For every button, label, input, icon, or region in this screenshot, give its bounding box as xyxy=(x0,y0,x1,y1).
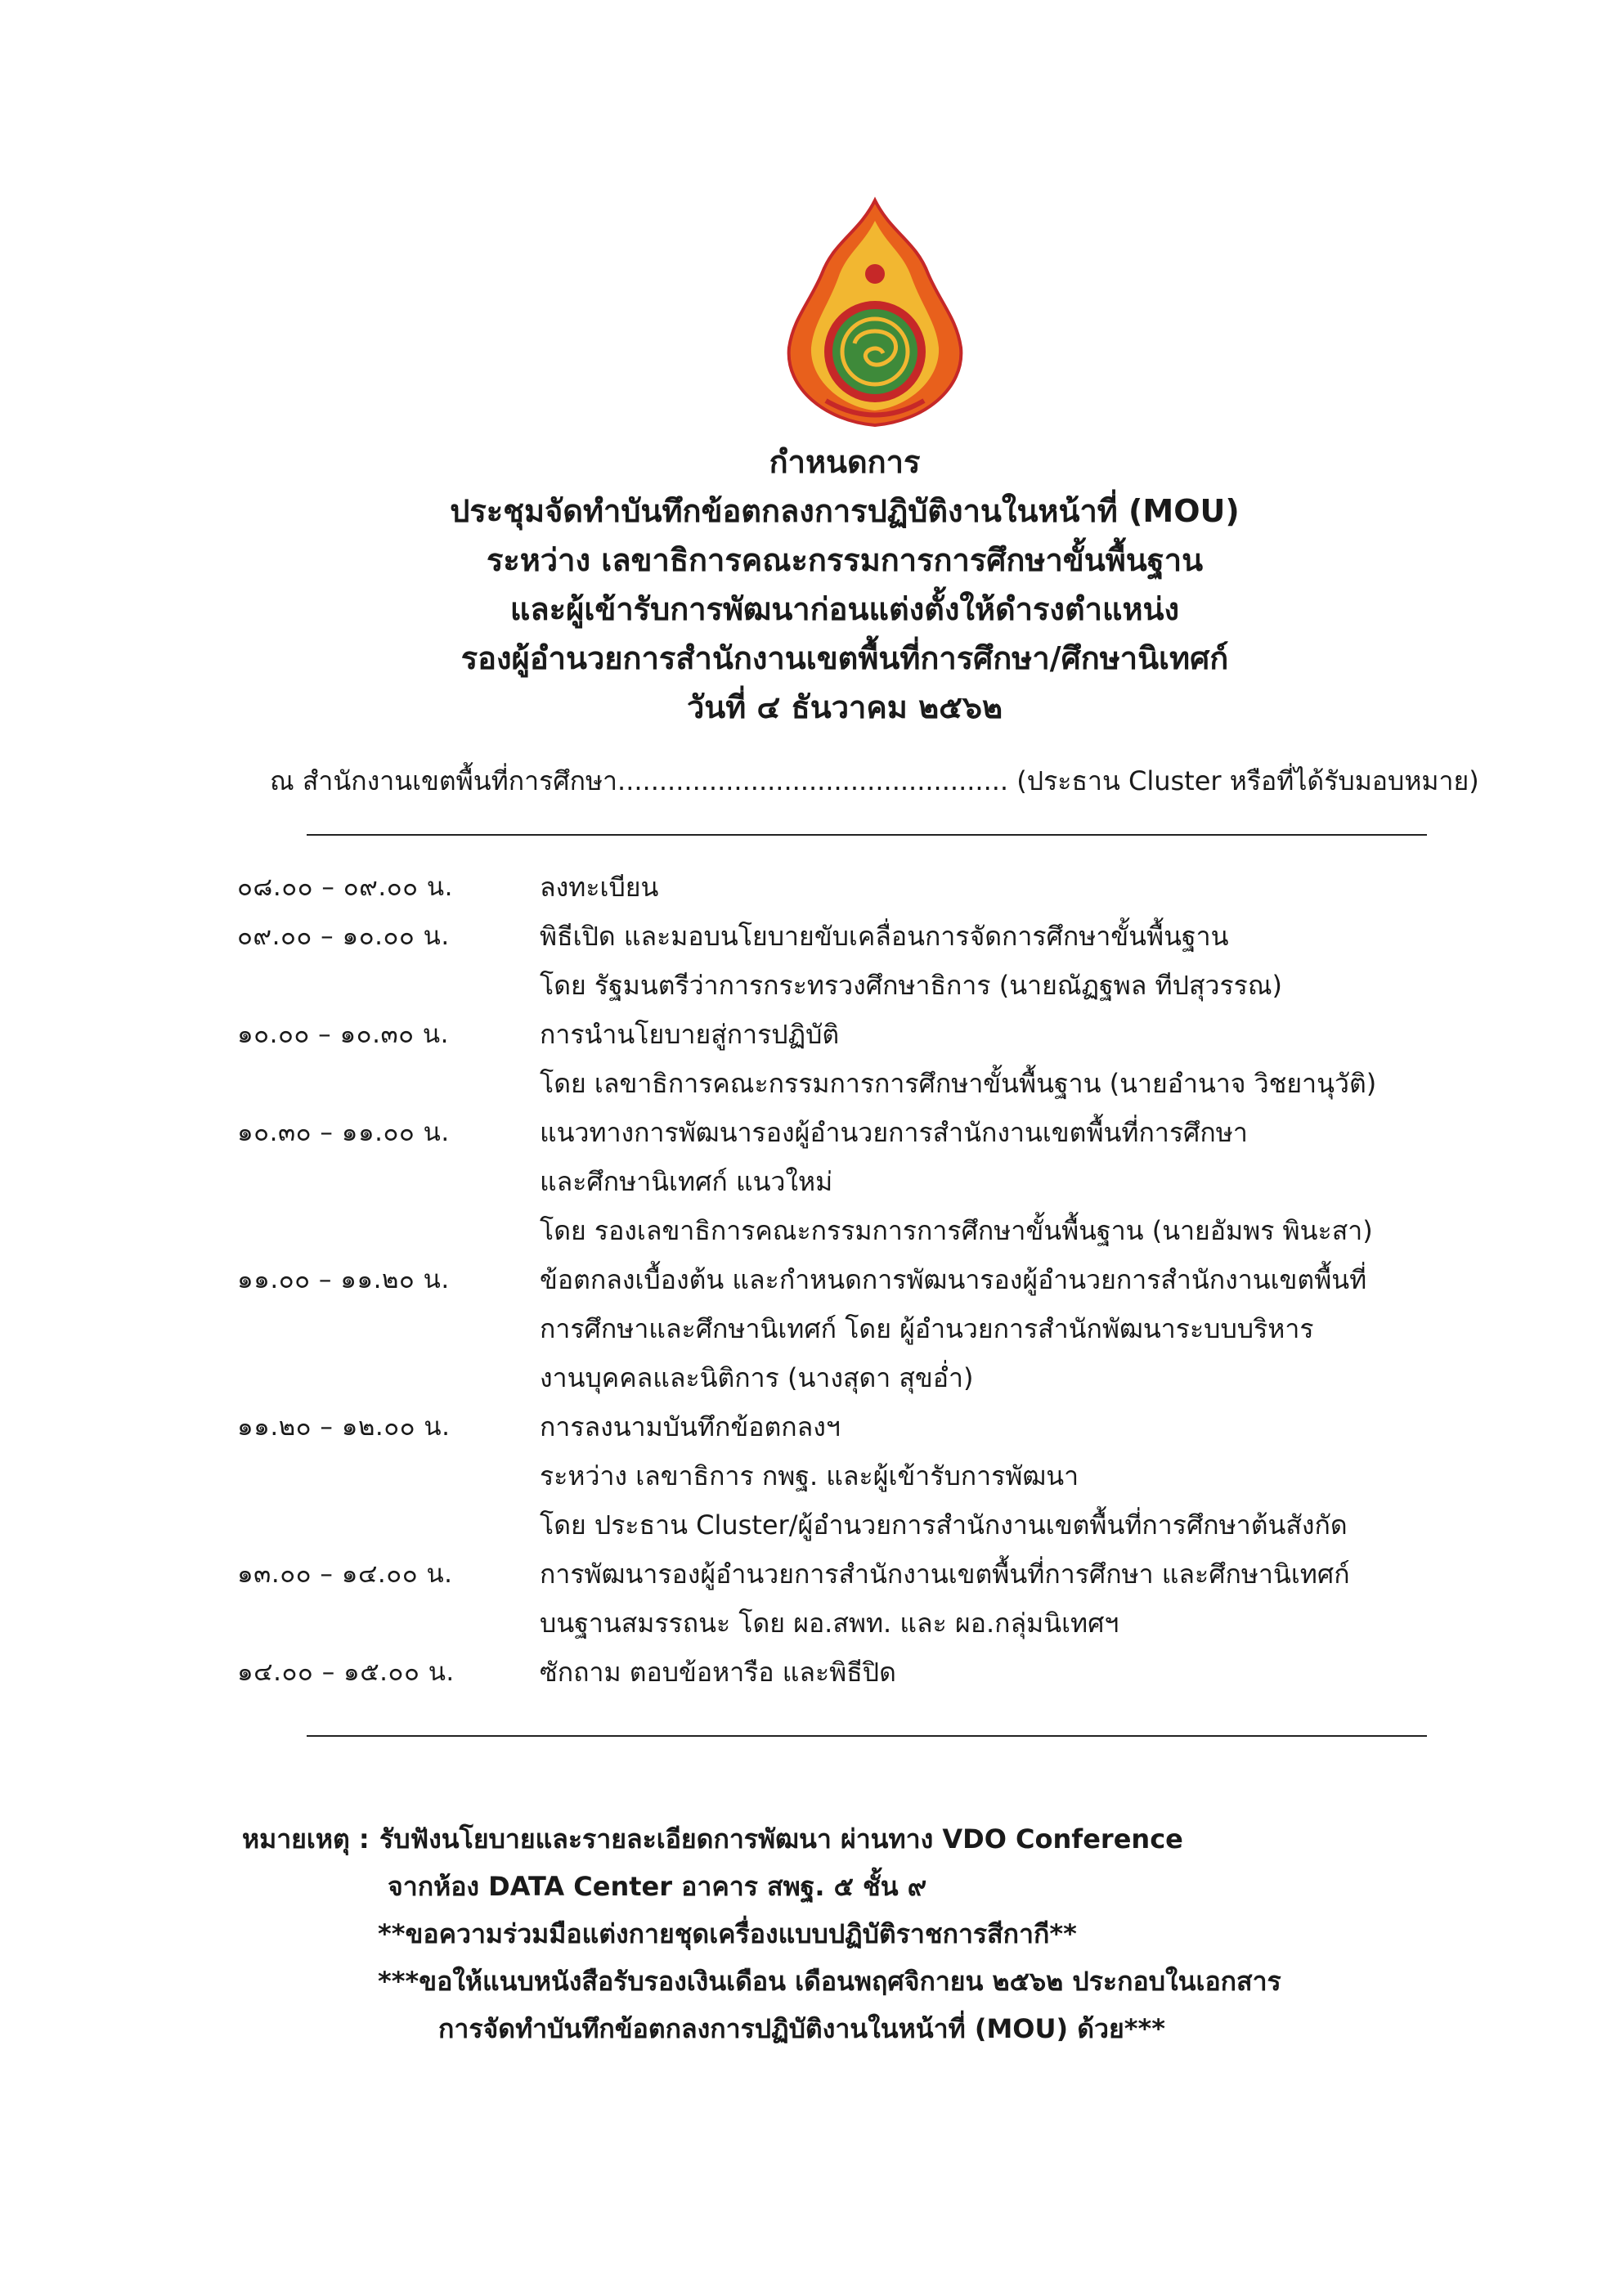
schedule-item xyxy=(237,1010,1431,1108)
schedule-time: ๐๙.๐๐ – ๑๐.๐๐ น. xyxy=(237,922,450,951)
schedule-activity: ข้อตกลงเบื้องต้น และกำหนดการพัฒนารองผู้อำนวยการสำนักงานเขตพื้นที่ xyxy=(540,1264,1367,1295)
title-block xyxy=(0,437,1624,732)
schedule-item xyxy=(237,1550,1431,1648)
note-row xyxy=(242,1815,1469,1863)
schedule-time: ๑๑.๐๐ – ๑๑.๒๐ น. xyxy=(237,1265,450,1294)
schedule-activity: การลงนามบันทึกข้อตกลงฯ xyxy=(540,1411,841,1442)
schedule-activity: ระหว่าง เลขาธิการ กพฐ. และผู้เข้ารับการพัฒนา xyxy=(540,1460,1079,1491)
schedule-item xyxy=(237,1402,1431,1550)
schedule-list xyxy=(237,863,1431,1697)
schedule-item xyxy=(237,912,1431,1010)
schedule-activity: โดย รัฐมนตรีว่าการกระทรวงศึกษาธิการ (นายณัฏฐพล ทีปสุวรรณ) xyxy=(540,970,1282,1001)
notes-section xyxy=(242,1815,1469,2052)
schedule-item xyxy=(237,1648,1431,1697)
notes-label: หมายเหตุ : xyxy=(242,1823,370,1855)
document-title: กำหนดการ xyxy=(769,444,921,480)
schedule-time: ๐๘.๐๐ – ๐๙.๐๐ น. xyxy=(237,872,453,902)
title-line-participants: และผู้เข้ารับการพัฒนาก่อนแต่งตั้งให้ดำรงตำแหน่ง xyxy=(509,591,1180,627)
schedule-activity: การพัฒนารองผู้อำนวยการสำนักงานเขตพื้นที่การศึกษา และศึกษานิเทศก์ xyxy=(540,1559,1350,1590)
schedule-item xyxy=(237,1255,1431,1402)
schedule-activity: ลงทะเบียน xyxy=(540,872,659,903)
title-line-date: วันที่ ๔ ธันวาคม ๒๕๖๒ xyxy=(686,689,1003,725)
schedule-activity: โดย ประธาน Cluster/ผู้อำนวยการสำนักงานเขตพื้นที่การศึกษาต้นสังกัด xyxy=(540,1509,1348,1541)
note-attachment: ***ขอให้แนบหนังสือรับรองเงินเดือน เดือนพฤศจิกายน ๒๕๖๒ ประกอบในเอกสาร xyxy=(378,1966,1281,1997)
bottom-divider xyxy=(307,1735,1427,1737)
schedule-activity: การนำนโยบายสู่การปฏิบัติ xyxy=(540,1019,840,1050)
title-line-positions: รองผู้อำนวยการสำนักงานเขตพื้นที่การศึกษา/ศึกษานิเทศก์ xyxy=(460,640,1229,676)
schedule-item xyxy=(237,1108,1431,1255)
schedule-time: ๑๐.๓๐ – ๑๑.๐๐ น. xyxy=(237,1118,450,1147)
schedule-time: ๑๐.๐๐ – ๑๐.๓๐ น. xyxy=(237,1020,449,1049)
schedule-activity: ซักถาม ตอบข้อหารือ และพิธีปิด xyxy=(540,1657,896,1688)
schedule-activity: พิธีเปิด และมอบนโยบายขับเคลื่อนการจัดการศึกษาขั้นพื้นฐาน xyxy=(540,921,1229,952)
venue-line: ณ สำนักงานเขตพื้นที่การศึกษา............................................... (ประธาน Cluster หรือที่ได้รับมอบหมาย) xyxy=(270,765,1479,796)
title-line-parties: ระหว่าง เลขาธิการคณะกรรมการการศึกษาขั้นพื้นฐาน xyxy=(486,542,1204,578)
schedule-activity: แนวทางการพัฒนารองผู้อำนวยการสำนักงานเขตพื้นที่การศึกษา xyxy=(540,1117,1248,1148)
obec-emblem-icon xyxy=(777,196,973,429)
top-divider xyxy=(307,834,1427,836)
note-conference: รับฟังนโยบายและรายละเอียดการพัฒนา ผ่านทาง VDO Conference xyxy=(379,1823,1183,1855)
schedule-activity: บนฐานสมรรถนะ โดย ผอ.สพท. และ ผอ.กลุ่มนิเทศฯ xyxy=(540,1608,1119,1639)
schedule-item xyxy=(237,863,1431,912)
schedule-activity: การศึกษาและศึกษานิเทศก์ โดย ผู้อำนวยการสำนักพัฒนาระบบบริหาร xyxy=(540,1313,1314,1344)
schedule-time: ๑๓.๐๐ – ๑๔.๐๐ น. xyxy=(237,1559,453,1589)
schedule-activity: โดย เลขาธิการคณะกรรมการการศึกษาขั้นพื้นฐาน (นายอำนาจ วิชยานุวัติ) xyxy=(540,1068,1377,1099)
schedule-activity: โดย รองเลขาธิการคณะกรรมการการศึกษาขั้นพื้นฐาน (นายอัมพร พินะสา) xyxy=(540,1215,1373,1246)
note-dress-code: **ขอความร่วมมือแต่งกายชุดเครื่องแบบปฏิบัติราชการสีกากี** xyxy=(378,1918,1077,1949)
schedule-time: ๑๔.๐๐ – ๑๕.๐๐ น. xyxy=(237,1657,455,1687)
schedule-time: ๑๑.๒๐ – ๑๒.๐๐ น. xyxy=(237,1412,451,1442)
schedule-activity: และศึกษานิเทศก์ แนวใหม่ xyxy=(540,1166,833,1197)
note-attachment-cont: การจัดทำบันทึกข้อตกลงการปฏิบัติงานในหน้าที่ (MOU) ด้วย*** xyxy=(438,2013,1165,2044)
title-line-subject: ประชุมจัดทำบันทึกข้อตกลงการปฏิบัติงานในหน้าที่ (MOU) xyxy=(450,493,1240,529)
schedule-activity: งานบุคคลและนิติการ (นางสุดา สุขอ่ำ) xyxy=(540,1362,974,1393)
note-location: จากห้อง DATA Center อาคาร สพฐ. ๕ ชั้น ๙ xyxy=(388,1871,927,1902)
